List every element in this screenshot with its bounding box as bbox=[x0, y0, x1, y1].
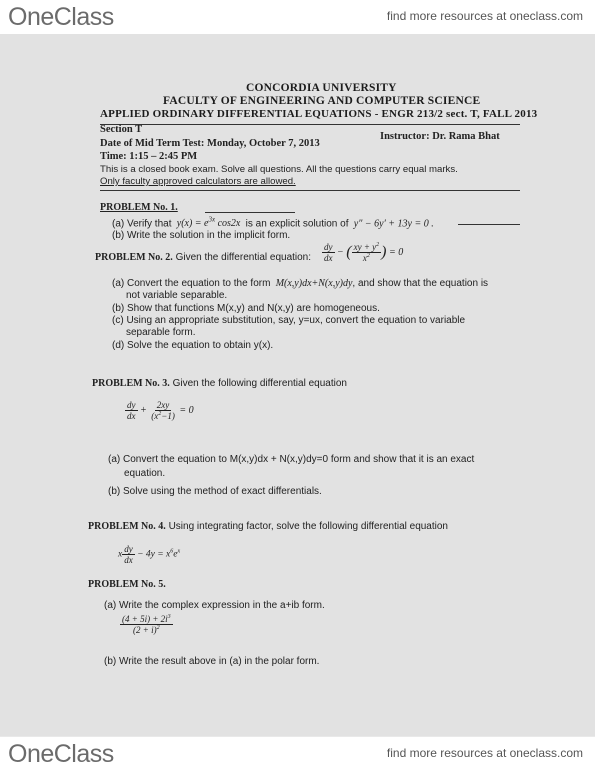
problem-2-a-prefix: (a) Convert the equation to the form bbox=[112, 278, 271, 289]
problem-2-title: PROBLEM No. 2. bbox=[95, 252, 173, 263]
banner-tagline[interactable]: find more resources at oneclass.com bbox=[386, 9, 583, 23]
problem-2-part-c: (c) Using an appropriate substitution, say, y=ux, convert the equation to variable bbox=[112, 315, 466, 326]
problem-2-intro: Given the differential equation: bbox=[175, 252, 312, 263]
problem-1-a-middle: is an explicit solution of bbox=[245, 218, 349, 230]
exam-note-2: Only faculty approved calculators are allowed. bbox=[100, 176, 296, 187]
exam-date: Date of Mid Term Test: Monday, October 7, 2013 bbox=[100, 138, 320, 149]
banner-tagline-bottom[interactable]: find more resources at oneclass.com bbox=[386, 746, 583, 760]
problem-4-title: PROBLEM No. 4. bbox=[88, 521, 166, 532]
problem-1-part-b: (b) Write the solution in the implicit form. bbox=[112, 230, 291, 241]
problem-5-part-b: (b) Write the result above in (a) in the polar form. bbox=[104, 656, 320, 667]
instructor-label: Instructor: Dr. Rama Bhat bbox=[380, 131, 500, 142]
problem-3-intro: Given the following differential equation bbox=[172, 378, 347, 389]
problem-4-equation: x $\frac{dy}{dx}$ − $4y = x^6e^x$ bbox=[118, 544, 181, 565]
problem-1-part-a bbox=[112, 216, 434, 229]
exam-page bbox=[0, 34, 595, 736]
problem-1-title: PROBLEM No. 1. bbox=[100, 202, 178, 213]
faculty-name: FACULTY OF ENGINEERING AND COMPUTER SCIENCE bbox=[163, 95, 481, 107]
problem-2-part-a-cont: not variable separable. bbox=[126, 290, 228, 301]
problem-3-part-a: (a) Convert the equation to M(x,y)dx + N(x,y)dy=0 form and show that it is an exact bbox=[108, 454, 475, 465]
oneclass-logo[interactable]: OneClass bbox=[8, 3, 114, 31]
header-rule bbox=[100, 124, 520, 125]
problem-3-part-b: (b) Solve using the method of exact differentials. bbox=[108, 486, 322, 497]
problem-2-part-c-cont: separable form. bbox=[126, 327, 196, 338]
problem-2-heading bbox=[95, 252, 311, 263]
problem-2-part-d: (d) Solve the equation to obtain y(x). bbox=[112, 340, 274, 351]
problem-3-part-a-cont: equation. bbox=[124, 468, 166, 479]
exam-note-1: This is a closed book exam. Solve all questions. All the questions carry equal marks. bbox=[100, 164, 458, 175]
problem-2-a-suffix: , and show that the equation is bbox=[352, 278, 489, 289]
course-title: APPLIED ORDINARY DIFFERENTIAL EQUATIONS - ENGR 213/2 sect. T, FALL 2013 bbox=[100, 108, 538, 120]
section-label: Section T bbox=[100, 124, 143, 135]
problem-3-title: PROBLEM No. 3. bbox=[92, 378, 170, 389]
problem-1-a-ode: y″ − 6y′ + 13y = 0 . bbox=[351, 218, 434, 230]
problem-2-part-a bbox=[112, 278, 488, 289]
exam-time: Time: 1:15 – 2:45 PM bbox=[100, 151, 198, 162]
oneclass-logo-bottom[interactable]: OneClass bbox=[8, 740, 114, 768]
bottom-banner bbox=[0, 736, 595, 771]
problem-3-equation: $\frac{dy}{dx}$ + $\frac{2xy}{(x^2-1)}$ = 0 bbox=[127, 400, 194, 421]
problem-5-part-a: (a) Write the complex expression in the a+ib form. bbox=[104, 600, 325, 611]
problem-1-a-function: $y(x) = e^{3x}$ cos2x bbox=[174, 216, 243, 230]
problem-3-heading bbox=[92, 378, 347, 389]
problem-5-title: PROBLEM No. 5. bbox=[88, 579, 166, 590]
problem-5-expression: $\frac{(4 + 5i) + 2i^3}{(2 + i)^2}$ bbox=[122, 614, 171, 635]
problem-2-a-form: M(x,y)dx+N(x,y)dy bbox=[273, 278, 353, 289]
problem-1-a-prefix: (a) Verify that bbox=[112, 218, 172, 230]
problem-4-heading bbox=[88, 521, 448, 532]
problem-1-rule-left bbox=[205, 212, 295, 213]
problem-1-rule-right bbox=[458, 224, 520, 225]
notes-rule bbox=[100, 190, 520, 191]
university-name: CONCORDIA UNIVERSITY bbox=[246, 82, 397, 94]
problem-4-intro: Using integrating factor, solve the following differential equation bbox=[168, 521, 448, 532]
problem-2-equation: $\frac{dy}{dx}$ − ( $\frac{xy + y^2}{x^2}$ ) = 0 bbox=[324, 242, 404, 263]
problem-2-part-b: (b) Show that functions M(x,y) and N(x,y) are homogeneous. bbox=[112, 303, 380, 314]
top-banner bbox=[0, 0, 595, 35]
